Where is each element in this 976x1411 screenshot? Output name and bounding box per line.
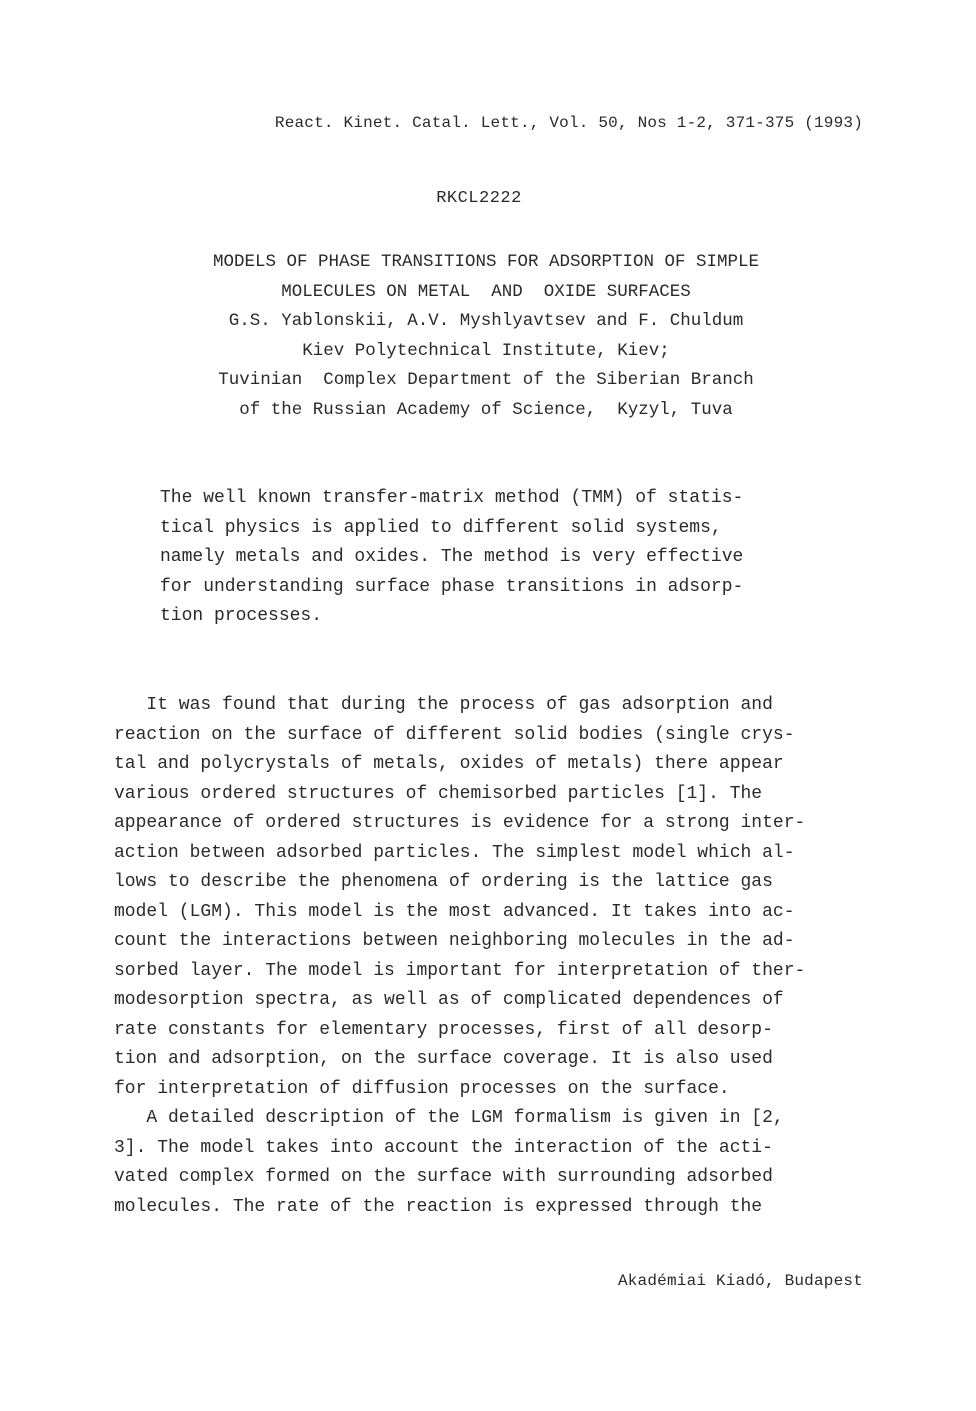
abstract-line: tical physics is applied to different solid systems, bbox=[160, 517, 722, 538]
article-title-line-2: MOLECULES ON METAL AND OXIDE SURFACES bbox=[281, 281, 691, 302]
body-line: vated complex formed on the surface with surrounding adsorbed bbox=[114, 1167, 773, 1187]
body-line: model (LGM). This model is the most advanced. It takes into ac- bbox=[114, 901, 795, 922]
body-line: for interpretation of diffusion processes on the surface. bbox=[114, 1078, 730, 1099]
affiliation-line-2: Tuvinian Complex Department of the Siberian Branch bbox=[218, 370, 754, 391]
article-code: RKCL2222 bbox=[436, 189, 522, 208]
abstract bbox=[160, 484, 743, 632]
body-line: tal and polycrystals of metals, oxides of metals) there appear bbox=[114, 754, 784, 774]
body-text bbox=[114, 691, 805, 1222]
body-line: molecules. The rate of the reaction is expressed through the bbox=[114, 1196, 763, 1217]
body-line: appearance of ordered structures is evidence for a strong inter- bbox=[114, 813, 806, 833]
abstract-line: namely metals and oxides. The method is very effective bbox=[160, 547, 744, 568]
body-line: sorbed layer. The model is important for interpretation of ther- bbox=[114, 960, 806, 981]
body-line: action between adsorbed particles. The simplest model which al- bbox=[114, 842, 795, 863]
article-title-line-1: MODELS OF PHASE TRANSITIONS FOR ADSORPTION OF SIMPLE bbox=[212, 252, 760, 272]
body-line: reaction on the surface of different solid bodies (single crys- bbox=[114, 724, 795, 745]
title-block bbox=[0, 248, 972, 426]
body-line: count the interactions between neighboring molecules in the ad- bbox=[114, 931, 795, 951]
body-line: 3]. The model takes into account the interaction of the acti- bbox=[114, 1137, 773, 1158]
body-line: rate constants for elementary processes, first of all desorp- bbox=[114, 1019, 773, 1040]
body-line: It was found that during the process of gas adsorption and bbox=[114, 695, 773, 715]
abstract-line: tion processes. bbox=[160, 606, 323, 627]
body-line: lows to describe the phenomena of ordering is the lattice gas bbox=[114, 872, 773, 892]
affiliation-line-1: Kiev Polytechnical Institute, Kiev; bbox=[302, 340, 670, 361]
abstract-line: The well known transfer-matrix method (TMM) of statis- bbox=[160, 488, 744, 508]
authors: G.S. Yablonskii, A.V. Myshlyavtsev and F. Chuldum bbox=[228, 311, 744, 332]
abstract-line: for understanding surface phase transitions in adsorp- bbox=[160, 576, 744, 597]
publisher-footer: Akadémiai Kiadó, Budapest bbox=[617, 1272, 863, 1290]
body-line: A detailed description of the LGM formalism is given in [2, bbox=[114, 1108, 784, 1128]
body-line: modesorption spectra, as well as of complicated dependences of bbox=[114, 990, 784, 1010]
body-line: various ordered structures of chemisorbed particles [1]. The bbox=[114, 783, 763, 804]
affiliation-line-3: of the Russian Academy of Science, Kyzyl, Tuva bbox=[239, 399, 733, 420]
body-line: tion and adsorption, on the surface coverage. It is also used bbox=[114, 1049, 773, 1069]
journal-citation: React. Kinet. Catal. Lett., Vol. 50, Nos 1-2, 371-375 (1993) bbox=[274, 114, 863, 132]
